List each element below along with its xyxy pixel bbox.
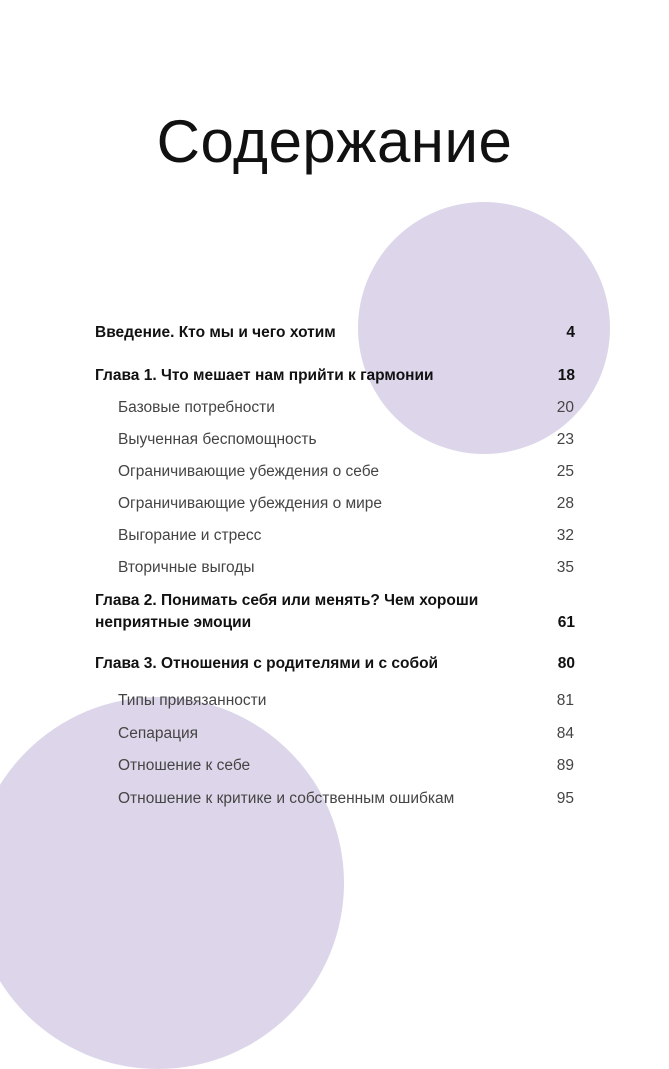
toc-entry-label: Вторичные выгоды	[118, 559, 255, 576]
toc-entry-label: Глава 2. Понимать себя или менять? Чем хороши неприятные эмоции	[95, 592, 479, 631]
toc-entry-label: Введение. Кто мы и чего хотим	[95, 324, 336, 341]
toc-entry-page: 61	[557, 614, 575, 631]
toc-entry-page: 23	[556, 431, 574, 448]
toc-entry-page: 32	[556, 527, 574, 544]
toc-entry-label: Ограничивающие убеждения о мире	[118, 495, 383, 512]
toc-entry-page: 95	[556, 790, 574, 807]
toc-entry-label: Выученная беспомощность	[118, 431, 317, 448]
toc-entry-label: Глава 3. Отношения с родителями и с собой	[95, 655, 439, 672]
toc-entry-label: Отношение к себе	[118, 757, 251, 774]
toc-entry-page: 89	[556, 757, 574, 774]
toc-entry-page: 25	[556, 463, 574, 480]
toc-entry-page: 18	[557, 367, 575, 384]
page-title: Содержание	[156, 108, 513, 175]
toc-entry-label: Базовые потребности	[118, 399, 275, 416]
toc-entry-label: Ограничивающие убеждения о себе	[118, 463, 380, 480]
toc-entry-page: 4	[566, 324, 575, 341]
toc-entry-page: 80	[557, 655, 575, 672]
toc-entry-page: 84	[556, 725, 574, 742]
toc-entry-page: 20	[556, 399, 574, 416]
toc-entry-page: 81	[556, 692, 574, 709]
toc-entry-label: Типы привязанности	[118, 692, 267, 709]
toc-entry-page: 28	[556, 495, 574, 512]
toc-entry-label: Сепарация	[118, 725, 198, 742]
toc-entry-label: Глава 1. Что мешает нам прийти к гармонии	[95, 367, 434, 384]
toc-entry-label: Отношение к критике и собственным ошибкам	[118, 790, 455, 807]
toc-entry-page: 35	[556, 559, 574, 576]
toc-entry-label: Выгорание и стресс	[118, 527, 262, 544]
